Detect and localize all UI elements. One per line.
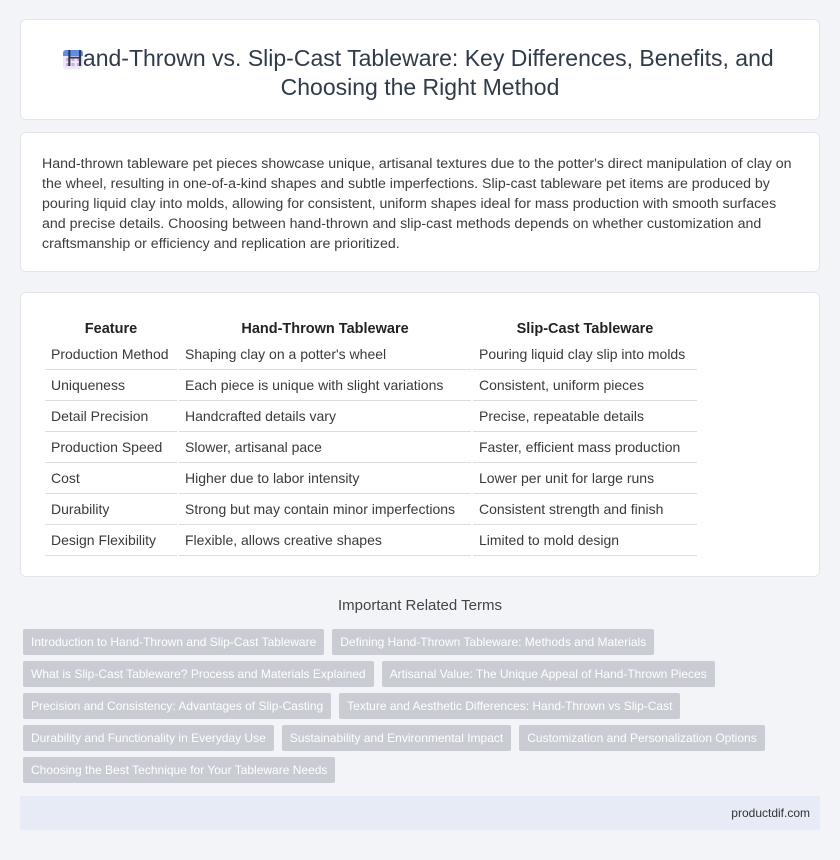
comparison-table [43,313,699,556]
related-terms-heading: Important Related Terms [338,597,502,614]
related-term-tag[interactable]: Artisanal Value: The Unique Appeal of Hand-Thrown Pieces [382,661,715,687]
table-cell: Consistent strength and finish [473,494,697,525]
table-row [45,432,697,463]
table-row [45,494,697,525]
related-term-tag[interactable]: Sustainability and Environmental Impact [282,725,511,751]
table-cell: Faster, efficient mass production [473,432,697,463]
related-term-tag[interactable]: Defining Hand-Thrown Tableware: Methods and Materials [332,629,654,655]
page-title: Hand-Thrown vs. Slip-Cast Tableware: Key Differences, Benefits, and Choosing the Right Method [66,45,774,100]
column-header-hand-thrown: Hand-Thrown Tableware [241,321,409,337]
comparison-card [20,292,820,577]
related-term-tag[interactable]: Customization and Personalization Options [519,725,764,751]
table-row [45,339,697,370]
table-header-row [45,313,697,339]
table-row [45,463,697,494]
related-terms-list [23,629,803,783]
table-cell: Strong but may contain minor imperfections [179,494,471,525]
intro-card [20,132,820,272]
table-cell: Lower per unit for large runs [473,463,697,494]
table-cell: Slower, artisanal pace [179,432,471,463]
related-term-tag[interactable]: What is Slip-Cast Tableware? Process and Materials Explained [23,661,374,687]
table-cell: Each piece is unique with slight variations [179,370,471,401]
column-header-slip-cast: Slip-Cast Tableware [516,321,654,337]
related-term-tag[interactable]: Precision and Consistency: Advantages of Slip-Casting [23,693,331,719]
table-cell: Production Speed [45,432,177,463]
column-header-feature: Feature [84,321,138,337]
table-cell: Flexible, allows creative shapes [179,525,471,556]
intro-paragraph: Hand-thrown tableware pet pieces showcase unique, artisanal textures due to the potter's direct manipulation of clay on the wheel, resulting in one-of-a-kind shapes and subtle imperfections. Slip-cast tableware pet items are produced by pouring liquid clay into molds, allowing for consistent, uniform shapes ideal for mass production with smooth surfaces and precise details. Choosing between hand-thrown and slip-cast methods depends on whether customization and craftsmanship or efficiency and replication are prioritized. [42,156,792,252]
table-cell: Precise, repeatable details [473,401,697,432]
table-cell: Uniqueness [45,370,177,401]
table-cell: Production Method [45,339,177,370]
related-term-tag[interactable]: Texture and Aesthetic Differences: Hand-Thrown vs Slip-Cast [339,693,680,719]
table-cell: Detail Precision [45,401,177,432]
related-term-tag[interactable]: Choosing the Best Technique for Your Tableware Needs [23,757,335,783]
table-row [45,370,697,401]
table-cell: Pouring liquid clay slip into molds [473,339,697,370]
table-cell: Design Flexibility [45,525,177,556]
table-cell: Durability [45,494,177,525]
table-cell: Shaping clay on a potter's wheel [179,339,471,370]
table-cell: Consistent, uniform pieces [473,370,697,401]
related-term-tag[interactable]: Introduction to Hand-Thrown and Slip-Cast Tableware [23,629,324,655]
table-row [45,401,697,432]
footer-site-link[interactable]: productdif.com [731,806,810,820]
footer [20,796,820,830]
related-term-tag[interactable]: Durability and Functionality in Everyday Use [23,725,274,751]
table-row [45,525,697,556]
table-cell: Higher due to labor intensity [179,463,471,494]
table-cell: Cost [45,463,177,494]
title-card [20,19,820,120]
table-cell: Limited to mold design [473,525,697,556]
table-cell: Handcrafted details vary [179,401,471,432]
